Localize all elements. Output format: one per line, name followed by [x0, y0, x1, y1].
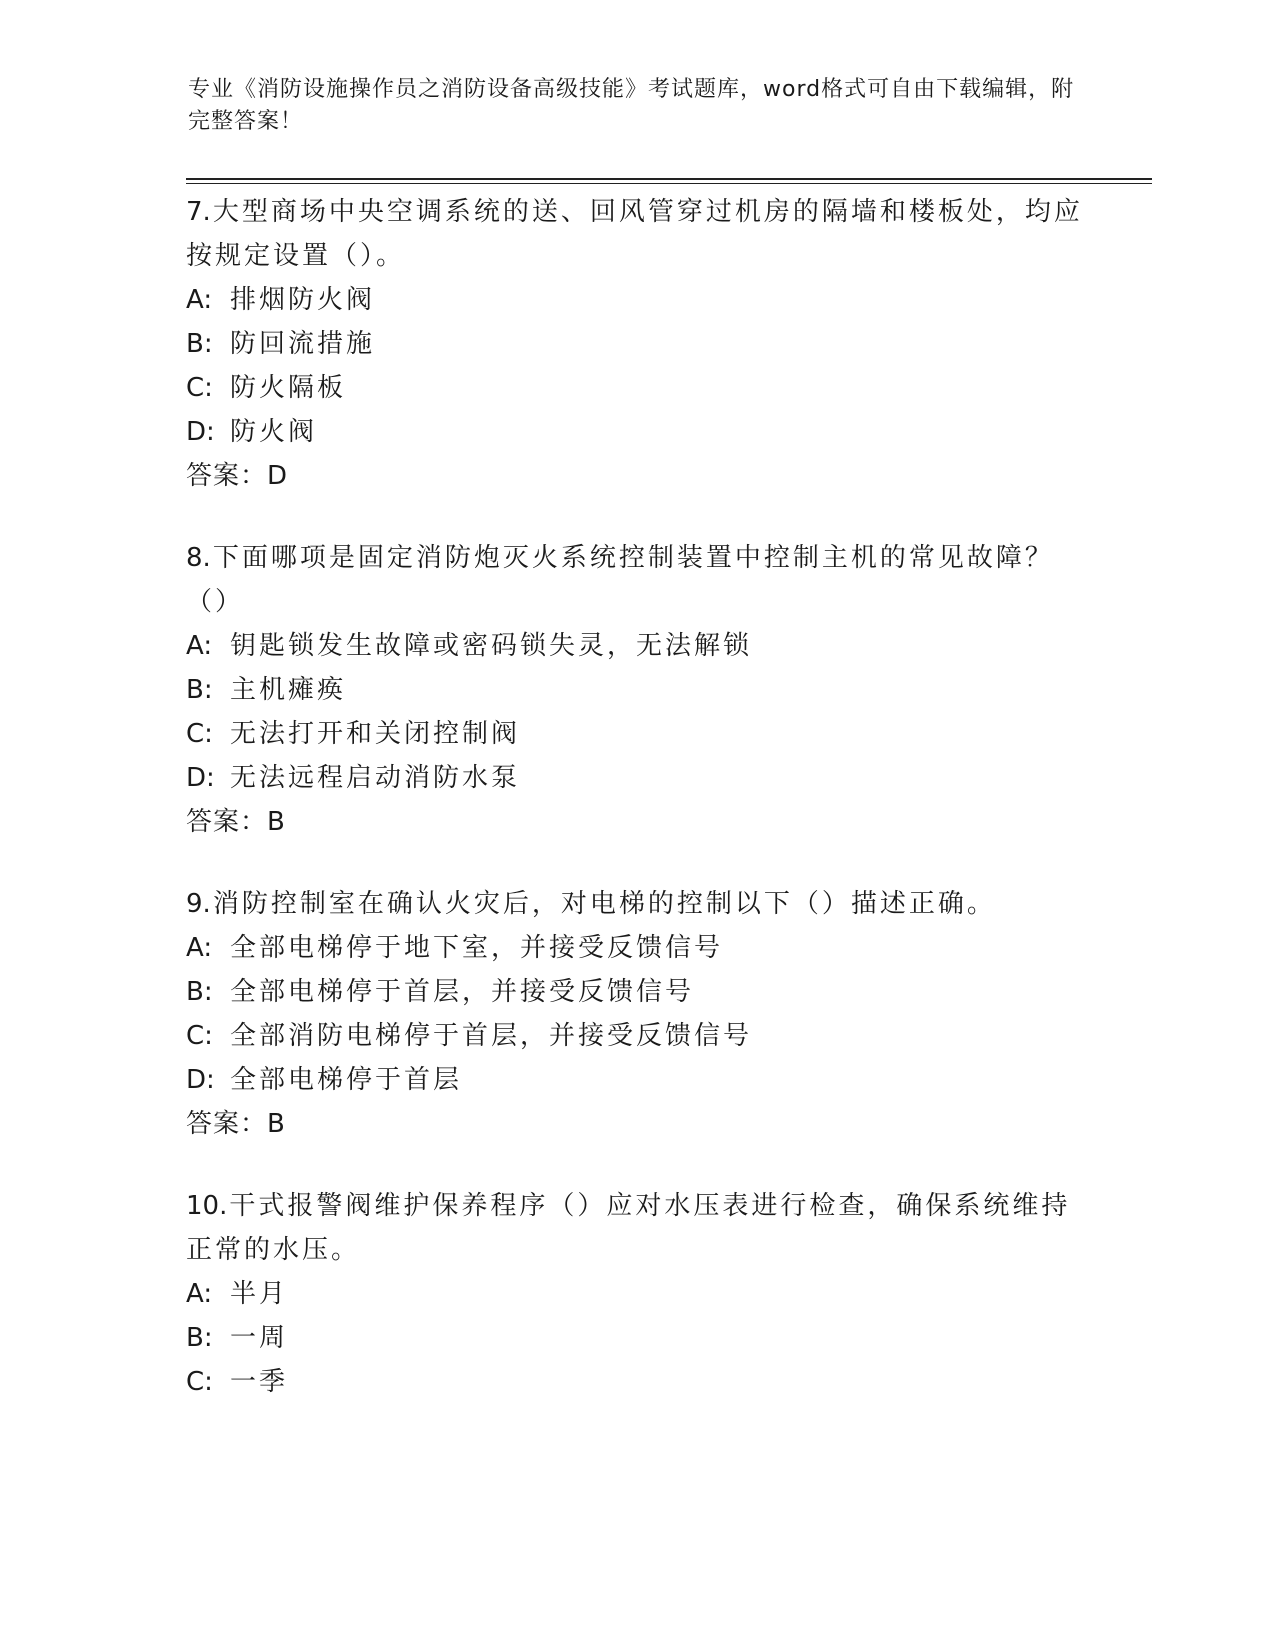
- option-c: [186, 712, 1086, 756]
- question-number: 7.: [186, 197, 211, 227]
- question-10: [186, 1184, 1086, 1404]
- option-text: 无法远程启动消防水泵: [230, 763, 521, 793]
- option-text: 无法打开和关闭控制阀: [230, 719, 521, 749]
- header-divider-thick: [186, 178, 1152, 180]
- option-key: C:: [186, 1367, 213, 1397]
- question-stem: 下面哪项是固定消防炮灭火系统控制装置中控制主机的常见故障？（）: [186, 543, 1054, 617]
- option-b: [186, 322, 1086, 366]
- option-text: 一季: [230, 1367, 289, 1397]
- option-text: 排烟防火阀: [230, 285, 376, 315]
- option-text: 全部消防电梯停于首层，并接受反馈信号: [230, 1021, 753, 1051]
- option-list: [186, 926, 1086, 1102]
- option-c: [186, 1014, 1086, 1058]
- option-text: 半月: [230, 1279, 289, 1309]
- question-number: 8.: [186, 543, 211, 573]
- question-7: [186, 190, 1086, 498]
- option-key: B:: [186, 329, 213, 359]
- option-text: 全部电梯停于首层，并接受反馈信号: [230, 977, 695, 1007]
- option-a: [186, 278, 1086, 322]
- question-9: [186, 882, 1086, 1146]
- option-c: [186, 366, 1086, 410]
- option-text: 全部电梯停于地下室，并接受反馈信号: [230, 933, 724, 963]
- option-key: C:: [186, 373, 213, 403]
- question-number: 9.: [186, 889, 211, 919]
- answer-line: 答案：B: [186, 807, 286, 837]
- option-list: [186, 278, 1086, 454]
- option-key: B:: [186, 1323, 213, 1353]
- option-key: A:: [186, 285, 213, 315]
- option-key: D:: [186, 763, 215, 793]
- option-key: C:: [186, 719, 213, 749]
- answer-line: 答案：B: [186, 1109, 286, 1139]
- answer-line: 答案：D: [186, 461, 289, 491]
- question-list: [186, 190, 1086, 1442]
- header-divider-thin: [186, 183, 1152, 184]
- option-text: 一周: [230, 1323, 289, 1353]
- option-text: 防火隔板: [230, 373, 347, 403]
- question-number: 10.: [186, 1191, 228, 1221]
- option-key: B:: [186, 977, 213, 1007]
- option-a: [186, 1272, 1086, 1316]
- option-d: [186, 1058, 1086, 1102]
- option-key: C:: [186, 1021, 213, 1051]
- option-key: D:: [186, 417, 215, 447]
- document-header: 专业《消防设施操作员之消防设备高级技能》考试题库，word格式可自由下载编辑，附完整答案！: [188, 77, 1075, 134]
- option-text: 主机瘫痪: [230, 675, 347, 705]
- question-text: [186, 1184, 1086, 1272]
- option-a: [186, 926, 1086, 970]
- option-text: 防回流措施: [230, 329, 376, 359]
- option-d: [186, 756, 1086, 800]
- option-text: 防火阀: [230, 417, 318, 447]
- question-text: [186, 882, 1086, 926]
- option-d: [186, 410, 1086, 454]
- question-stem: 干式报警阀维护保养程序（）应对水压表进行检查，确保系统维持正常的水压。: [186, 1191, 1071, 1265]
- question-text: [186, 536, 1086, 624]
- question-stem: 消防控制室在确认火灾后，对电梯的控制以下（）描述正确。: [212, 889, 996, 919]
- option-list: [186, 1272, 1086, 1404]
- option-text: 全部电梯停于首层: [230, 1065, 463, 1095]
- option-key: B:: [186, 675, 213, 705]
- question-8: [186, 536, 1086, 844]
- option-c: [186, 1360, 1086, 1404]
- option-key: A:: [186, 631, 213, 661]
- option-key: A:: [186, 1279, 213, 1309]
- option-a: [186, 624, 1086, 668]
- option-text: 钥匙锁发生故障或密码锁失灵，无法解锁: [230, 631, 753, 661]
- option-b: [186, 1316, 1086, 1360]
- option-key: D:: [186, 1065, 215, 1095]
- option-b: [186, 970, 1086, 1014]
- question-text: [186, 190, 1086, 278]
- question-stem: 大型商场中央空调系统的送、回风管穿过机房的隔墙和楼板处，均应按规定设置（）。: [186, 197, 1083, 271]
- option-b: [186, 668, 1086, 712]
- option-key: A:: [186, 933, 213, 963]
- option-list: [186, 624, 1086, 800]
